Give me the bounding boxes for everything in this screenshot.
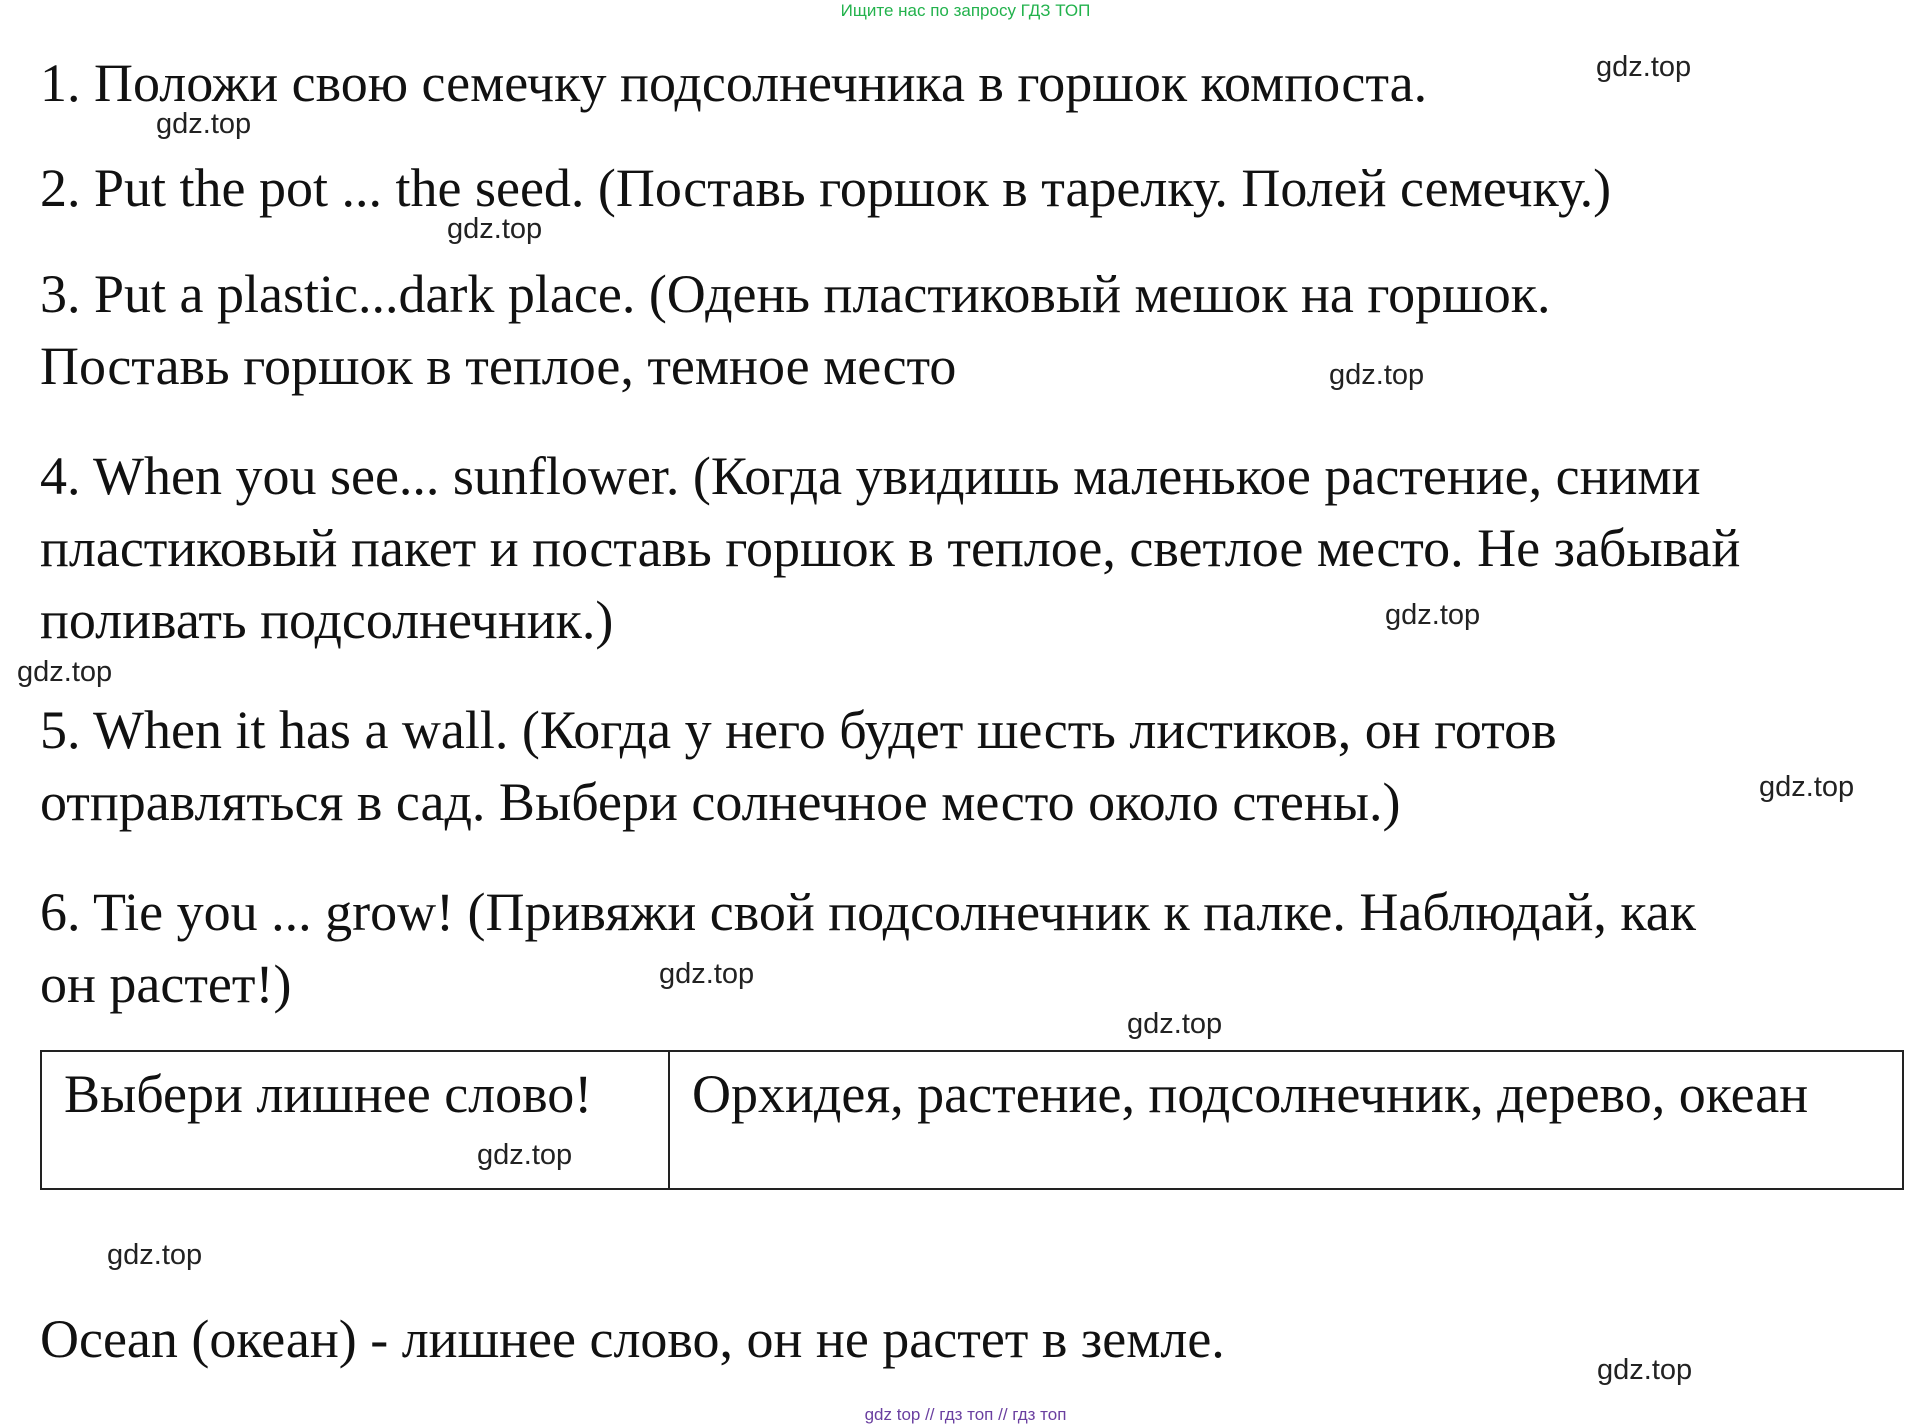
watermark: gdz.top [1759, 771, 1855, 803]
step-4-line-3: поливать подсолнечник.) [40, 590, 614, 650]
step-5-line-2: отправляться в сад. Выбери солнечное место около стены.) [40, 772, 1401, 832]
odd-word-table [40, 1050, 1904, 1190]
watermark: gdz.top [1329, 359, 1425, 391]
watermark: gdz.top [447, 213, 543, 245]
watermark: gdz.top [477, 1139, 573, 1171]
step-5-line-1: 5. When it has a wall. (Когда у него будет шесть листиков, он готов [40, 700, 1557, 760]
bottom-footer: gdz top // гдз топ // гдз топ [864, 1405, 1067, 1424]
step-6-line-1: 6. Tie you ... grow! (Привяжи свой подсолнечник к палке. Наблюдай, как [40, 882, 1696, 942]
watermark: gdz.top [1596, 51, 1692, 83]
top-banner: Ищите нас по запросу ГДЗ ТОП [840, 1, 1091, 20]
table-instruction-cell: Выбери лишнее слово! [42, 1052, 670, 1188]
watermark: gdz.top [17, 656, 113, 688]
table-words-cell: Орхидея, растение, подсолнечник, дерево, океан [692, 1064, 1809, 1124]
step-6-line-2: он растет!) [40, 954, 292, 1014]
step-4-line-1: 4. When you see... sunflower. (Когда увидишь маленькое растение, сними [40, 446, 1701, 506]
watermark: gdz.top [156, 108, 252, 140]
step-3-line-1: 3. Put a plastic...dark place. (Одень пластиковый мешок на горшок. [40, 264, 1551, 324]
watermark: gdz.top [1385, 599, 1481, 631]
step-2-line: 2. Put the pot ... the seed. (Поставь горшок в тарелку. Полей семечку.) [40, 158, 1612, 218]
watermark: gdz.top [1127, 1008, 1223, 1040]
step-4-line-2: пластиковый пакет и поставь горшок в теплое, светлое место. Не забывай [40, 518, 1741, 578]
watermark: gdz.top [659, 958, 755, 990]
watermark: gdz.top [1597, 1354, 1693, 1386]
step-1-line: 1. Положи свою семечку подсолнечника в горшок компоста. [40, 53, 1428, 113]
watermark: gdz.top [107, 1239, 203, 1271]
step-3-line-2: Поставь горшок в теплое, темное место [40, 336, 957, 396]
answer-text: Ocean (океан) - лишнее слово, он не растет в земле. [40, 1309, 1225, 1369]
